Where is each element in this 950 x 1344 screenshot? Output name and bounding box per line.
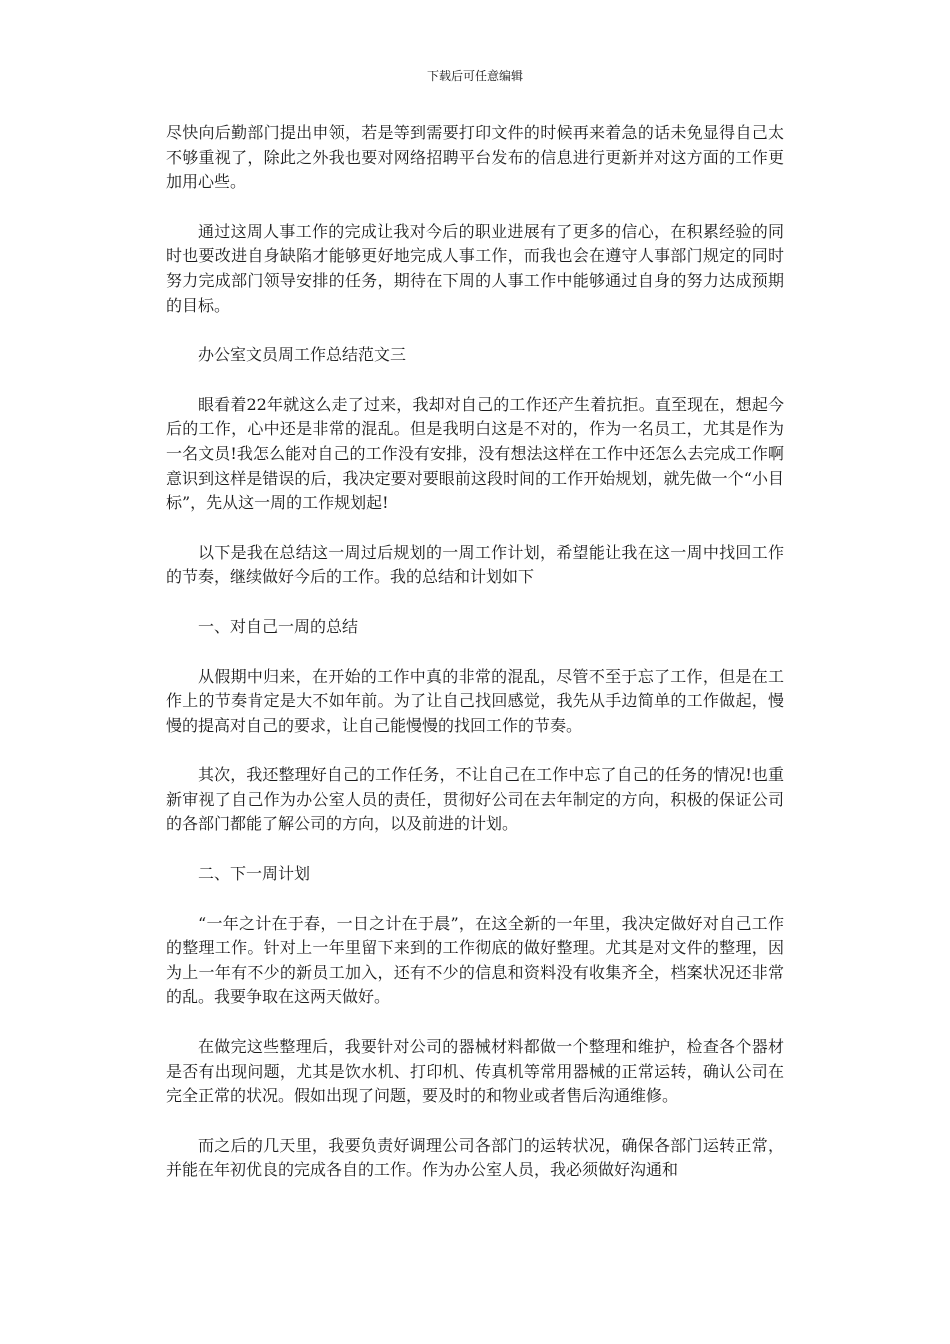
- paragraph-8: 在做完这些整理后，我要针对公司的器械材料都做一个整理和维护，检查各个器材是否有出现问题，尤其是饮水机、打印机、传真机等常用器械的正常运转，确认公司在完全正常的状况。假如出现了问题，要及时的和物业或者售后沟通维修。: [166, 1037, 784, 1106]
- paragraph-1: 尽快向后勤部门提出申领，若是等到需要打印文件的时候再来着急的话未免显得自己太不够重视了，除此之外我也要对网络招聘平台发布的信息进行更新并对这方面的工作更加用心些。: [166, 123, 784, 192]
- page-header-note: 下载后可任意编辑: [426, 69, 523, 83]
- section-title-fanwen-3: 办公室文员周工作总结范文三: [198, 345, 407, 365]
- paragraph-2: 通过这周人事工作的完成让我对今后的职业进展有了更多的信心，在积累经验的同时也要改进自身缺陷才能够更好地完成人事工作，而我也会在遵守人事部门规定的同时努力完成部门领导安排的任务，期待在下周的人事工作中能够通过自身的努力达成预期的目标。: [166, 221, 784, 315]
- paragraph-6: 其次，我还整理好自己的工作任务，不让自己在工作中忘了自己的任务的情况!也重新审视了自己作为办公室人员的责任，贯彻好公司在去年制定的方向，积极的保证公司的各部门都能了解公司的方向，以及前进的计划。: [166, 765, 784, 834]
- paragraph-9: 而之后的几天里，我要负责好调理公司各部门的运转状况，确保各部门运转正常，并能在年初优良的完成各自的工作。作为办公室人员，我必须做好沟通和: [166, 1135, 784, 1180]
- section-heading-summary: 一、对自己一周的总结: [198, 616, 359, 636]
- paragraph-5: 从假期中归来，在开始的工作中真的非常的混乱，尽管不至于忘了工作，但是在工作上的节奏肯定是大不如年前。为了让自己找回感觉，我先从手边简单的工作做起，慢慢的提高对自己的要求，让自己能慢慢的找回工作的节奏。: [166, 666, 784, 735]
- paragraph-4: 以下是我在总结这一周过后规划的一周工作计划，希望能让我在这一周中找回工作的节奏，继续做好今后的工作。我的总结和计划如下: [166, 542, 784, 587]
- section-heading-plan: 二、下一周计划: [198, 864, 311, 884]
- paragraph-7: “一年之计在于春，一日之计在于晨”，在这全新的一年里，我决定做好对自己工作的整理工作。针对上一年里留下来到的工作彻底的做好整理。尤其是对文件的整理，因为上一年有不少的新员工加入，还有不少的信息和资料没有收集齐全，档案状况还非常的乱。我要争取在这两天做好。: [166, 913, 784, 1007]
- paragraph-3: 眼看着22年就这么走了过来，我却对自己的工作还产生着抗拒。直至现在，想起今后的工作，心中还是非常的混乱。但是我明白这是不对的，作为一名员工，尤其是作为一名文员!我怎么能对自己的工作没有安排，没有想法这样在工作中还怎么去完成工作啊意识到这样是错误的后，我决定要对要眼前这段时间的工作开始规划，就先做一个“小目标”，先从这一周的工作规划起!: [166, 394, 784, 513]
- document-body: [166, 121, 784, 1208]
